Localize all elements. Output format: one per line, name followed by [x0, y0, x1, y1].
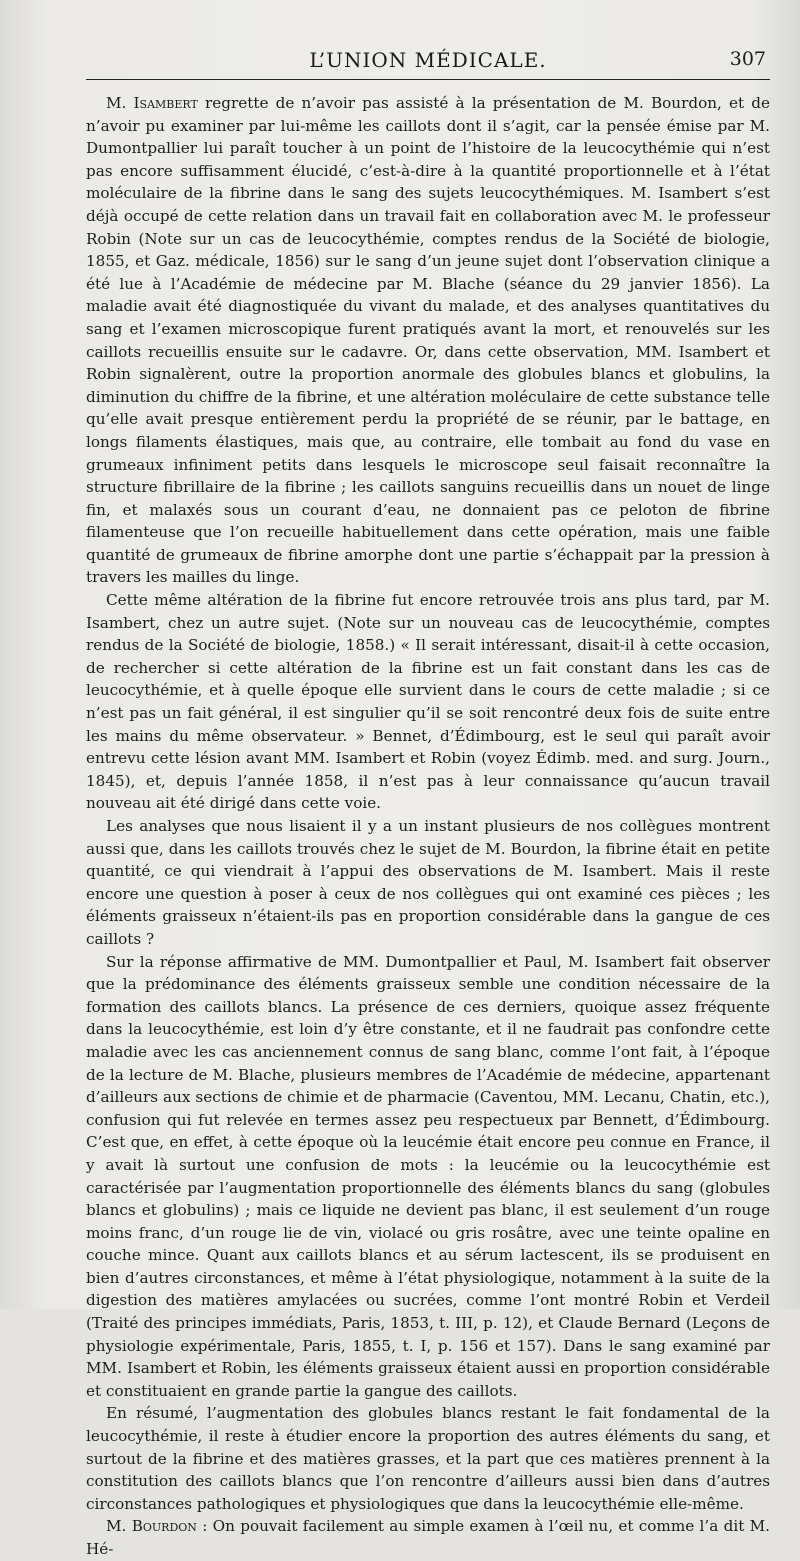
paragraph-text: regrette de n’avoir pas assisté à la présentation de M. Bourdon, et de n’avoir pu examiner par lui-même les caillots dont il s’agit, car la pensée émise par M. Dumontpallier lui paraît toucher à un point de l’histoire de la leucocythémie qui n’est pas encore suffisamment élucidé, c’est-à-dire à la quantité proportionnelle et à l’état moléculaire de la fibrine dans le sang des sujets leucocythémiques. M. Isambert s’est déjà occupé de cette relation dans un travail fait en collaboration avec M. le professeur Robin (Note sur un cas de leucocythémie, comptes rendus de la Société de biologie, 1855, et Gaz. médicale, 1856) sur le sang d’un jeune sujet dont l’observation clinique a été lue à l’Académie de médecine par M. Blache (séance du 29 janvier 1856). La maladie avait été diagnostiquée du vivant du malade, et des analyses quantitatives du sang et l’examen microscopique furent pratiqués avant la mort, et renouvelés sur les caillots recueillis ensuite sur le cadavre. Or, dans cette observation, MM. Isambert et Robin signalèrent, outre la proportion anormale des globules blancs et globulins, la diminution du chiffre de la fibrine, et une altération moléculaire de cette substance telle qu’elle avait presque entièrement perdu la propriété de se réunir, par le battage, en longs filaments élastiques, mais que, au contraire, elle tombait au fond du vase en grumeaux infiniment petits dans lesquels le microscope seul faisait reconnaître la structure fibrillaire de la fibrine ; les caillots sanguins recueillis dans un nouet de linge fin, et malaxés sous un courant d’eau, ne donnaient pas ce peloton de fibrine filamenteuse que l’on recueille habituellement dans cette opération, mais une faible quantité de grumeaux de fibrine amorphe dont une partie s’échappait par la pression à travers les mailles du linge. — [86, 94, 770, 587]
running-header — [86, 44, 770, 78]
paragraph-text: Les analyses que nous lisaient il y a un instant plusieurs de nos collègues montrent aussi que, dans les caillots trouvés chez le sujet de M. Bourdon, la fibrine était en petite quantité, ce qui viendrait à l’appui des observations de M. Isambert. Mais il reste encore une question à poser à ceux de nos collègues qui ont examiné ces pièces ; les éléments graisseux n’étaient-ils pas en proportion considérable dans la gangue de ces caillots ? — [86, 817, 770, 948]
paragraph-text: En résumé, l’augmentation des globules blancs restant le fait fondamental de la leucocythémie, il reste à étudier encore la proportion des autres éléments du sang, et surtout de la fibrine et des matières grasses, et la part que ces matières prennent à la constitution des caillots blancs que l’on rencontre d’ailleurs aussi bien dans d’autres circonstances pathologiques et physiologiques que dans la leucocythémie elle-même. — [86, 1404, 770, 1513]
paragraph-reponse — [86, 951, 770, 1403]
header-rule — [86, 79, 770, 80]
speaker-name: M. Isambert — [106, 94, 198, 112]
page-number: 307 — [729, 48, 766, 70]
paragraph-fibrine-alteration — [86, 589, 770, 815]
paragraph-resume — [86, 1402, 770, 1515]
paragraph-text: Cette même altération de la fibrine fut encore retrouvée trois ans plus tard, par M. Isambert, chez un autre sujet. (Note sur un nouveau cas de leucocythémie, comptes rendus de la Société de biologie, 1858.) « Il serait intéressant, disait-il à cette occasion, de rechercher si cette altération de la fibrine est un fait constant dans les cas de leucocythémie, et à quelle époque elle survient dans le cours de cette maladie ; si ce n’est pas un fait général, il est singulier qu’il se soit rencontré deux fois de suite entre les mains du même observateur. » Bennet, d’Édimbourg, est le seul qui paraît avoir entrevu cette lésion avant MM. Isambert et Robin (voyez Édimb. med. and surg. Journ., 1845), et, depuis l’année 1858, il n’est pas à leur connaissance qu’aucun travail nouveau ait été dirigé dans cette voie. — [86, 591, 770, 813]
paragraph-text: Sur la réponse affirmative de MM. Dumontpallier et Paul, M. Isambert fait observer que la prédominance des éléments graisseux semble une condition nécessaire de la formation des caillots blancs. La présence de ces derniers, quoique assez fréquente dans la leucocythémie, est loin d’y être constante, et il ne faudrait pas confondre cette maladie avec les cas anciennement connus de sang blanc, comme l’ont fait, à l’époque de la lecture de M. Blache, plusieurs membres de l’Académie de médecine, appartenant d’ailleurs aux sections de chimie et de pharmacie (Caventou, MM. Lecanu, Chatin, etc.), confusion qui fut relevée en termes assez peu respectueux par Bennett, d’Édimbourg. C’est que, en effet, à cette époque où la leucémie était encore peu connue en France, il y avait là surtout une confusion de mots : la leucémie ou la leucocythémie est caractérisée par l’augmentation proportionnelle des éléments blancs du sang (globules blancs et globulins) ; mais ce liquide ne devient pas blanc, il est seulement d’un rouge moins franc, d’un rouge lie de vin, violacé ou gris rosâtre, avec une teinte opaline en couche mince. Quant aux caillots blancs et au sérum lactescent, ils se produisent en bien d’autres circonstances, et même à l’état physiologique, notamment à la suite de la digestion des matières amylacées ou sucrées, comme l’ont montré Robin et Verdeil (Traité des principes immédiats, Paris, 1853, t. III, p. 12), et Claude Bernard (Leçons de physiologie expérimentale, Paris, 1855, t. I, p. 156 et 157). Dans le sang examiné par MM. Isambert et Robin, les éléments graisseux étaient aussi en proportion considérable et constituaient en grande partie la gangue des caillots. — [86, 952, 770, 1400]
body-text — [86, 92, 770, 1561]
journal-title: L’UNION MÉDICALE. — [309, 48, 547, 72]
paragraph-bourdon — [86, 1515, 770, 1560]
paragraph-analyses — [86, 815, 770, 951]
paragraph-text: : On pouvait facilement au simple examen à l’œil nu, et comme l’a dit M. Hé- — [86, 1517, 770, 1558]
speaker-name: M. Bourdon — [106, 1517, 197, 1536]
paragraph-isambert-intro — [86, 92, 770, 589]
